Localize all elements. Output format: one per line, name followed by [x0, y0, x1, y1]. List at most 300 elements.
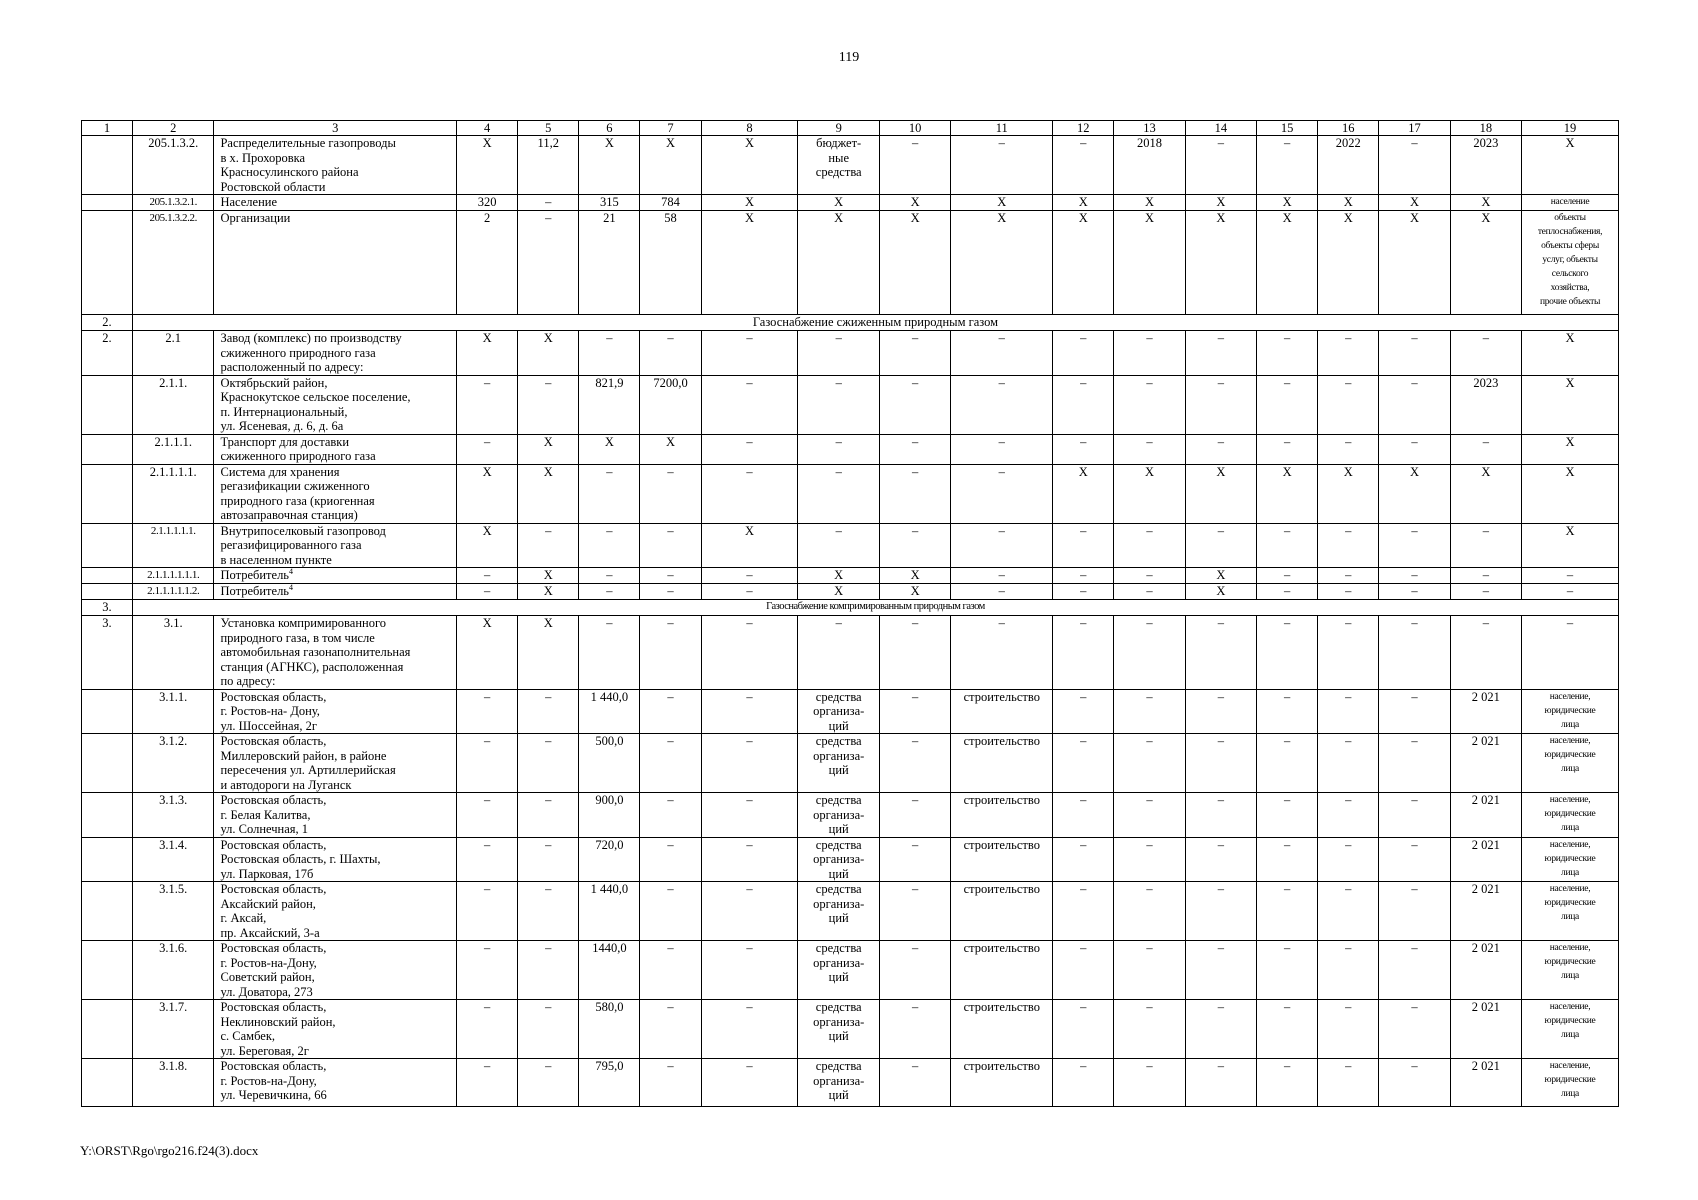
cell-col-8: –: [701, 837, 798, 882]
row-section-cell: [82, 584, 133, 600]
cell-col-6: X: [579, 434, 640, 464]
cell-col-10: –: [879, 793, 950, 838]
footnote-marker: 4: [289, 583, 294, 592]
cell-col-13: –: [1114, 1059, 1185, 1107]
column-number-header: 13: [1114, 121, 1185, 136]
cell-col-11: строительство: [951, 734, 1053, 793]
row-name-cell: [214, 1059, 457, 1107]
table-row: [82, 689, 1619, 734]
row-section-cell: [82, 375, 133, 434]
cell-col-9: X: [798, 568, 880, 584]
column-number-header: 8: [701, 121, 798, 136]
cell-col-17: X: [1379, 464, 1450, 523]
row-name-cell: [214, 195, 457, 211]
cell-col-9: X: [798, 195, 880, 211]
cell-col-4: –: [457, 584, 518, 600]
table-row: [82, 882, 1619, 941]
row-number-cell: 205.1.3.2.: [132, 136, 214, 195]
page-number: 119: [838, 50, 860, 65]
row-name-cell: [214, 584, 457, 600]
cell-col-10: –: [879, 616, 950, 690]
table-row: [82, 734, 1619, 793]
cell-col-4: –: [457, 793, 518, 838]
cell-col-18: –: [1450, 616, 1521, 690]
row-number-cell: 2.1.1.1.: [132, 434, 214, 464]
cell-col-18: X: [1450, 195, 1521, 211]
section-title: Газоснабжение сжиженным природным газом: [132, 315, 1618, 331]
cell-col-12: –: [1053, 523, 1114, 568]
cell-col-12: X: [1053, 211, 1114, 315]
cell-col-5: –: [518, 941, 579, 1000]
cell-col-19: объекты теплоснабжения, объекты сферы услуг, объекты сельского хозяйства, прочие объекты: [1522, 211, 1619, 315]
cell-col-13: X: [1114, 464, 1185, 523]
cell-col-11: строительство: [951, 941, 1053, 1000]
cell-col-11: строительство: [951, 837, 1053, 882]
cell-col-10: –: [879, 434, 950, 464]
cell-col-10: X: [879, 584, 950, 600]
cell-col-17: –: [1379, 734, 1450, 793]
cell-col-16: –: [1318, 375, 1379, 434]
cell-col-4: X: [457, 136, 518, 195]
column-number-header: 4: [457, 121, 518, 136]
cell-col-14: –: [1185, 793, 1256, 838]
cell-col-17: –: [1379, 523, 1450, 568]
cell-col-17: –: [1379, 837, 1450, 882]
section-header-row: [82, 600, 1619, 616]
cell-col-12: –: [1053, 1000, 1114, 1059]
cell-col-12: –: [1053, 882, 1114, 941]
cell-col-15: –: [1257, 1000, 1318, 1059]
row-number-cell: 2.1.1.: [132, 375, 214, 434]
cell-col-19: –: [1522, 616, 1619, 690]
cell-col-17: –: [1379, 568, 1450, 584]
cell-col-10: –: [879, 882, 950, 941]
row-name: Потребитель: [220, 568, 290, 582]
row-section-cell: 3.: [82, 616, 133, 690]
cell-col-9: X: [798, 211, 880, 315]
row-name: Ростовская область, Аксайский район, г. Аксай, пр. Аксайский, 3-а: [220, 882, 327, 940]
cell-col-4: X: [457, 464, 518, 523]
cell-col-8: X: [701, 211, 798, 315]
row-name: Ростовская область, Миллеровский район, в районе пересечения ул. Артиллерийская и автодороги на Луганск: [220, 734, 396, 792]
row-number-cell: 3.1.: [132, 616, 214, 690]
cell-col-14: X: [1185, 568, 1256, 584]
cell-col-15: –: [1257, 584, 1318, 600]
column-number-header: 3: [214, 121, 457, 136]
cell-col-9: бюджет- ные средства: [798, 136, 880, 195]
cell-col-12: –: [1053, 616, 1114, 690]
cell-col-19: население, юридические лица: [1522, 1059, 1619, 1107]
cell-col-6: 900,0: [579, 793, 640, 838]
row-name: Внутрипоселковый газопровод регазифицированного газа в населенном пункте: [220, 523, 386, 567]
cell-col-9: средства организа- ций: [798, 837, 880, 882]
cell-col-17: –: [1379, 136, 1450, 195]
row-section-cell: [82, 734, 133, 793]
cell-col-18: 2 021: [1450, 1059, 1521, 1107]
cell-col-16: X: [1318, 195, 1379, 211]
cell-col-11: –: [951, 523, 1053, 568]
row-name: Транспорт для доставки сжиженного природного газа: [220, 434, 376, 463]
cell-col-12: –: [1053, 136, 1114, 195]
cell-col-9: –: [798, 523, 880, 568]
table-row: [82, 464, 1619, 523]
cell-col-13: –: [1114, 941, 1185, 1000]
cell-col-8: –: [701, 689, 798, 734]
cell-col-18: 2 021: [1450, 734, 1521, 793]
cell-col-19: население, юридические лица: [1522, 734, 1619, 793]
cell-col-12: –: [1053, 375, 1114, 434]
row-section-cell: [82, 464, 133, 523]
cell-col-7: X: [640, 136, 701, 195]
cell-col-18: 2 021: [1450, 689, 1521, 734]
row-name-cell: [214, 882, 457, 941]
cell-col-12: –: [1053, 584, 1114, 600]
cell-col-4: –: [457, 941, 518, 1000]
cell-col-17: –: [1379, 584, 1450, 600]
row-section-cell: [82, 1000, 133, 1059]
cell-col-18: 2023: [1450, 136, 1521, 195]
cell-col-13: –: [1114, 793, 1185, 838]
cell-col-16: –: [1318, 734, 1379, 793]
cell-col-16: –: [1318, 568, 1379, 584]
cell-col-16: –: [1318, 793, 1379, 838]
cell-col-19: X: [1522, 464, 1619, 523]
cell-col-16: –: [1318, 616, 1379, 690]
cell-col-7: 7200,0: [640, 375, 701, 434]
cell-col-4: –: [457, 689, 518, 734]
cell-col-16: –: [1318, 837, 1379, 882]
row-name: Ростовская область, г. Белая Калитва, ул. Солнечная, 1: [220, 793, 327, 836]
cell-col-6: –: [579, 331, 640, 376]
cell-col-15: –: [1257, 941, 1318, 1000]
cell-col-12: –: [1053, 837, 1114, 882]
cell-col-18: X: [1450, 211, 1521, 315]
cell-col-5: –: [518, 882, 579, 941]
cell-col-16: –: [1318, 1000, 1379, 1059]
cell-col-9: –: [798, 331, 880, 376]
row-name: Октябрьский район, Краснокутское сельское поселение, п. Интернациональный, ул. Ясеневая, д. 6, д. 6а: [220, 375, 411, 433]
section-header-row: [82, 315, 1619, 331]
cell-col-13: –: [1114, 375, 1185, 434]
cell-col-5: –: [518, 837, 579, 882]
row-name-cell: [214, 331, 457, 376]
investment-program-table: [81, 120, 1619, 1107]
row-name-cell: [214, 941, 457, 1000]
cell-col-19: X: [1522, 523, 1619, 568]
cell-col-17: –: [1379, 434, 1450, 464]
table-row: [82, 1059, 1619, 1107]
cell-col-18: 2 021: [1450, 1000, 1521, 1059]
row-name: Ростовская область, Ростовская область, г. Шахты, ул. Парковая, 17б: [220, 837, 381, 881]
cell-col-6: 720,0: [579, 837, 640, 882]
cell-col-18: 2 021: [1450, 793, 1521, 838]
cell-col-14: –: [1185, 1059, 1256, 1107]
cell-col-4: –: [457, 375, 518, 434]
row-section-cell: [82, 689, 133, 734]
cell-col-17: X: [1379, 211, 1450, 315]
row-name: Население: [220, 195, 278, 209]
column-number-header: 15: [1257, 121, 1318, 136]
cell-col-8: X: [701, 195, 798, 211]
cell-col-13: –: [1114, 1000, 1185, 1059]
cell-col-6: –: [579, 568, 640, 584]
column-number-header: 10: [879, 121, 950, 136]
cell-col-17: –: [1379, 375, 1450, 434]
row-name-cell: [214, 793, 457, 838]
cell-col-13: –: [1114, 434, 1185, 464]
row-name: Ростовская область, г. Ростов-на- Дону, ул. Шоссейная, 2г: [220, 689, 327, 733]
cell-col-6: 21: [579, 211, 640, 315]
cell-col-12: –: [1053, 1059, 1114, 1107]
cell-col-14: X: [1185, 195, 1256, 211]
cell-col-11: –: [951, 568, 1053, 584]
cell-col-14: X: [1185, 211, 1256, 315]
cell-col-11: X: [951, 195, 1053, 211]
table-row: [82, 584, 1619, 600]
cell-col-14: –: [1185, 523, 1256, 568]
cell-col-8: –: [701, 434, 798, 464]
cell-col-7: –: [640, 464, 701, 523]
cell-col-7: –: [640, 1059, 701, 1107]
cell-col-5: –: [518, 734, 579, 793]
row-section-cell: [82, 195, 133, 211]
row-name: Потребитель: [220, 584, 290, 598]
cell-col-14: –: [1185, 331, 1256, 376]
cell-col-13: –: [1114, 331, 1185, 376]
section-number: 2.: [82, 315, 133, 331]
cell-col-7: –: [640, 568, 701, 584]
cell-col-5: –: [518, 793, 579, 838]
table-row: [82, 136, 1619, 195]
table-row: [82, 211, 1619, 315]
cell-col-9: –: [798, 464, 880, 523]
cell-col-10: X: [879, 568, 950, 584]
cell-col-11: –: [951, 464, 1053, 523]
cell-col-13: –: [1114, 734, 1185, 793]
cell-col-5: X: [518, 331, 579, 376]
cell-col-10: –: [879, 689, 950, 734]
cell-col-19: население, юридические лица: [1522, 882, 1619, 941]
cell-col-7: –: [640, 584, 701, 600]
cell-col-11: строительство: [951, 689, 1053, 734]
cell-col-14: –: [1185, 941, 1256, 1000]
row-name: Организации: [220, 211, 291, 225]
row-number-cell: 3.1.7.: [132, 1000, 214, 1059]
cell-col-13: X: [1114, 195, 1185, 211]
cell-col-15: –: [1257, 434, 1318, 464]
cell-col-15: –: [1257, 331, 1318, 376]
cell-col-19: X: [1522, 331, 1619, 376]
cell-col-12: –: [1053, 689, 1114, 734]
column-number-header: 11: [951, 121, 1053, 136]
table-row: [82, 837, 1619, 882]
cell-col-5: –: [518, 689, 579, 734]
row-name: Распределительные газопроводы в х. Прохоровка Красносулинского района Ростовской области: [220, 136, 396, 194]
column-number-header: 14: [1185, 121, 1256, 136]
cell-col-4: X: [457, 523, 518, 568]
row-name-cell: [214, 434, 457, 464]
cell-col-7: –: [640, 882, 701, 941]
cell-col-11: строительство: [951, 1000, 1053, 1059]
cell-col-12: –: [1053, 331, 1114, 376]
cell-col-5: –: [518, 523, 579, 568]
table-row: [82, 941, 1619, 1000]
cell-col-13: –: [1114, 837, 1185, 882]
row-number-cell: 3.1.1.: [132, 689, 214, 734]
cell-col-11: –: [951, 584, 1053, 600]
cell-col-9: средства организа- ций: [798, 734, 880, 793]
cell-col-7: –: [640, 523, 701, 568]
table-row: [82, 616, 1619, 690]
cell-col-4: –: [457, 734, 518, 793]
row-number-cell: 3.1.8.: [132, 1059, 214, 1107]
row-section-cell: [82, 568, 133, 584]
cell-col-13: –: [1114, 882, 1185, 941]
row-number-cell: 205.1.3.2.2.: [132, 211, 214, 315]
cell-col-15: –: [1257, 793, 1318, 838]
row-number-cell: 205.1.3.2.1.: [132, 195, 214, 211]
cell-col-9: средства организа- ций: [798, 882, 880, 941]
cell-col-16: –: [1318, 584, 1379, 600]
row-section-cell: [82, 837, 133, 882]
cell-col-15: –: [1257, 568, 1318, 584]
cell-col-18: –: [1450, 523, 1521, 568]
cell-col-7: –: [640, 616, 701, 690]
cell-col-12: –: [1053, 734, 1114, 793]
cell-col-4: –: [457, 1000, 518, 1059]
cell-col-7: 784: [640, 195, 701, 211]
cell-col-15: –: [1257, 375, 1318, 434]
cell-col-7: –: [640, 793, 701, 838]
cell-col-10: –: [879, 1000, 950, 1059]
row-section-cell: 2.: [82, 331, 133, 376]
row-name-cell: [214, 1000, 457, 1059]
cell-col-8: –: [701, 941, 798, 1000]
row-name-cell: [214, 616, 457, 690]
cell-col-7: –: [640, 734, 701, 793]
cell-col-8: –: [701, 375, 798, 434]
table-row: [82, 523, 1619, 568]
cell-col-14: –: [1185, 1000, 1256, 1059]
cell-col-9: средства организа- ций: [798, 941, 880, 1000]
cell-col-19: –: [1522, 568, 1619, 584]
cell-col-19: население, юридические лица: [1522, 837, 1619, 882]
cell-col-10: –: [879, 464, 950, 523]
cell-col-5: –: [518, 211, 579, 315]
cell-col-13: 2018: [1114, 136, 1185, 195]
row-name-cell: [214, 837, 457, 882]
cell-col-9: X: [798, 584, 880, 600]
cell-col-5: –: [518, 375, 579, 434]
column-number-header: 12: [1053, 121, 1114, 136]
cell-col-8: –: [701, 1059, 798, 1107]
row-section-cell: [82, 136, 133, 195]
cell-col-16: X: [1318, 464, 1379, 523]
row-name-cell: [214, 734, 457, 793]
cell-col-6: 500,0: [579, 734, 640, 793]
row-number-cell: 2.1.1.1.1.1.2.: [132, 584, 214, 600]
cell-col-15: –: [1257, 837, 1318, 882]
row-name-cell: [214, 375, 457, 434]
cell-col-19: –: [1522, 584, 1619, 600]
cell-col-8: –: [701, 793, 798, 838]
row-number-cell: 3.1.3.: [132, 793, 214, 838]
cell-col-15: –: [1257, 1059, 1318, 1107]
row-name: Ростовская область, Неклиновский район, с. Самбек, ул. Береговая, 2г: [220, 1000, 336, 1058]
cell-col-4: –: [457, 434, 518, 464]
cell-col-14: X: [1185, 584, 1256, 600]
column-number-header: 1: [82, 121, 133, 136]
row-name-cell: [214, 211, 457, 315]
row-number-cell: 2.1.1.1.1.1.: [132, 523, 214, 568]
cell-col-19: X: [1522, 375, 1619, 434]
cell-col-14: –: [1185, 689, 1256, 734]
cell-col-9: –: [798, 616, 880, 690]
column-number-header: 2: [132, 121, 214, 136]
cell-col-19: население, юридические лица: [1522, 1000, 1619, 1059]
cell-col-6: 821,9: [579, 375, 640, 434]
cell-col-18: –: [1450, 568, 1521, 584]
cell-col-11: –: [951, 434, 1053, 464]
cell-col-8: –: [701, 734, 798, 793]
cell-col-13: –: [1114, 523, 1185, 568]
cell-col-11: –: [951, 375, 1053, 434]
table-row: [82, 1000, 1619, 1059]
cell-col-16: X: [1318, 211, 1379, 315]
column-number-header: 17: [1379, 121, 1450, 136]
cell-col-9: средства организа- ций: [798, 1000, 880, 1059]
cell-col-17: –: [1379, 616, 1450, 690]
cell-col-18: –: [1450, 331, 1521, 376]
cell-col-17: –: [1379, 1000, 1450, 1059]
table-row: [82, 331, 1619, 376]
cell-col-8: –: [701, 464, 798, 523]
cell-col-14: –: [1185, 434, 1256, 464]
cell-col-4: X: [457, 616, 518, 690]
cell-col-10: –: [879, 136, 950, 195]
cell-col-7: –: [640, 331, 701, 376]
row-name: Система для хранения регазификации сжиженного природного газа (криогенная автозаправочная станция): [220, 464, 375, 522]
row-section-cell: [82, 211, 133, 315]
column-number-header: 16: [1318, 121, 1379, 136]
cell-col-13: –: [1114, 568, 1185, 584]
cell-col-14: –: [1185, 136, 1256, 195]
cell-col-9: средства организа- ций: [798, 1059, 880, 1107]
cell-col-4: 2: [457, 211, 518, 315]
cell-col-19: население, юридические лица: [1522, 689, 1619, 734]
table-row: [82, 793, 1619, 838]
row-number-cell: 3.1.2.: [132, 734, 214, 793]
cell-col-17: –: [1379, 689, 1450, 734]
cell-col-11: строительство: [951, 793, 1053, 838]
cell-col-5: X: [518, 584, 579, 600]
cell-col-6: –: [579, 616, 640, 690]
cell-col-18: 2 021: [1450, 882, 1521, 941]
cell-col-16: –: [1318, 689, 1379, 734]
row-section-cell: [82, 1059, 133, 1107]
cell-col-10: X: [879, 211, 950, 315]
cell-col-7: –: [640, 689, 701, 734]
cell-col-4: –: [457, 882, 518, 941]
cell-col-11: –: [951, 616, 1053, 690]
cell-col-5: –: [518, 1000, 579, 1059]
cell-col-18: X: [1450, 464, 1521, 523]
row-number-cell: 2.1.1.1.1.1.1.: [132, 568, 214, 584]
cell-col-5: 11,2: [518, 136, 579, 195]
cell-col-8: –: [701, 616, 798, 690]
column-number-header: 5: [518, 121, 579, 136]
cell-col-4: –: [457, 837, 518, 882]
